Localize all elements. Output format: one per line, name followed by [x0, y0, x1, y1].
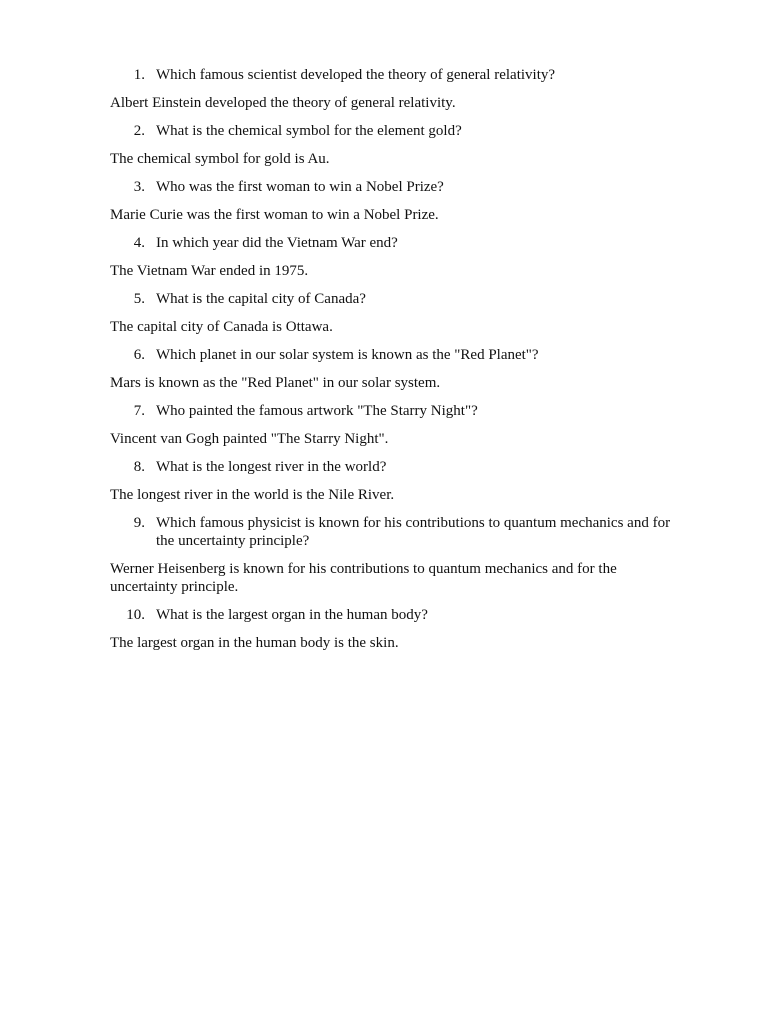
question-number: 4. — [133, 235, 145, 251]
question-text: Which planet in our solar system is known as the "Red Planet"? — [156, 347, 539, 363]
question-number: 2. — [133, 123, 145, 139]
question — [110, 606, 686, 624]
question-text: In which year did the Vietnam War end? — [156, 235, 398, 251]
qa-item-9 — [110, 514, 686, 596]
answer-text: The capital city of Canada is Ottawa. — [110, 319, 333, 335]
answer-text: The chemical symbol for gold is Au. — [110, 151, 330, 167]
qa-item-6 — [110, 346, 686, 392]
question — [110, 234, 686, 252]
qa-item-2 — [110, 122, 686, 168]
qa-item-5 — [110, 290, 686, 336]
question-text: Who was the first woman to win a Nobel Prize? — [156, 179, 444, 195]
question-number: 9. — [133, 515, 145, 531]
question-number: 6. — [133, 347, 145, 363]
answer-text: The longest river in the world is the Nile River. — [110, 487, 395, 503]
qa-item-3 — [110, 178, 686, 224]
qa-list — [110, 66, 686, 652]
question-text: What is the largest organ in the human body? — [156, 607, 428, 623]
answer-text: The largest organ in the human body is the skin. — [110, 635, 399, 651]
answer-text: Marie Curie was the first woman to win a Nobel Prize. — [110, 207, 439, 223]
qa-item-10 — [110, 606, 686, 652]
question — [110, 346, 686, 364]
question-text: What is the longest river in the world? — [156, 459, 387, 475]
question — [110, 514, 686, 550]
question-number: 3. — [133, 179, 145, 195]
answer-text: Vincent van Gogh painted "The Starry Night". — [110, 431, 389, 447]
question-text: Which famous physicist is known for his contributions to quantum mechanics and for the uncertainty principle? — [156, 515, 671, 549]
question-number: 1. — [133, 67, 145, 83]
question-text: Who painted the famous artwork "The Starry Night"? — [156, 403, 478, 419]
question-text: What is the chemical symbol for the element gold? — [156, 123, 462, 139]
answer-text: The Vietnam War ended in 1975. — [110, 263, 309, 279]
question — [110, 402, 686, 420]
answer-text: Albert Einstein developed the theory of general relativity. — [110, 95, 456, 111]
question — [110, 178, 686, 196]
question — [110, 458, 686, 476]
question-number: 7. — [133, 403, 145, 419]
question-number: 5. — [133, 291, 145, 307]
qa-item-1 — [110, 66, 686, 112]
question — [110, 122, 686, 140]
question-text: Which famous scientist developed the theory of general relativity? — [156, 67, 556, 83]
qa-item-8 — [110, 458, 686, 504]
answer-text: Werner Heisenberg is known for his contributions to quantum mechanics and for the uncertainty principle. — [110, 561, 617, 595]
question-number: 8. — [133, 459, 145, 475]
answer-text: Mars is known as the "Red Planet" in our solar system. — [110, 375, 441, 391]
qa-item-7 — [110, 402, 686, 448]
question-text: What is the capital city of Canada? — [156, 291, 366, 307]
question — [110, 66, 686, 84]
qa-item-4 — [110, 234, 686, 280]
question — [110, 290, 686, 308]
question-number: 10. — [126, 607, 145, 623]
